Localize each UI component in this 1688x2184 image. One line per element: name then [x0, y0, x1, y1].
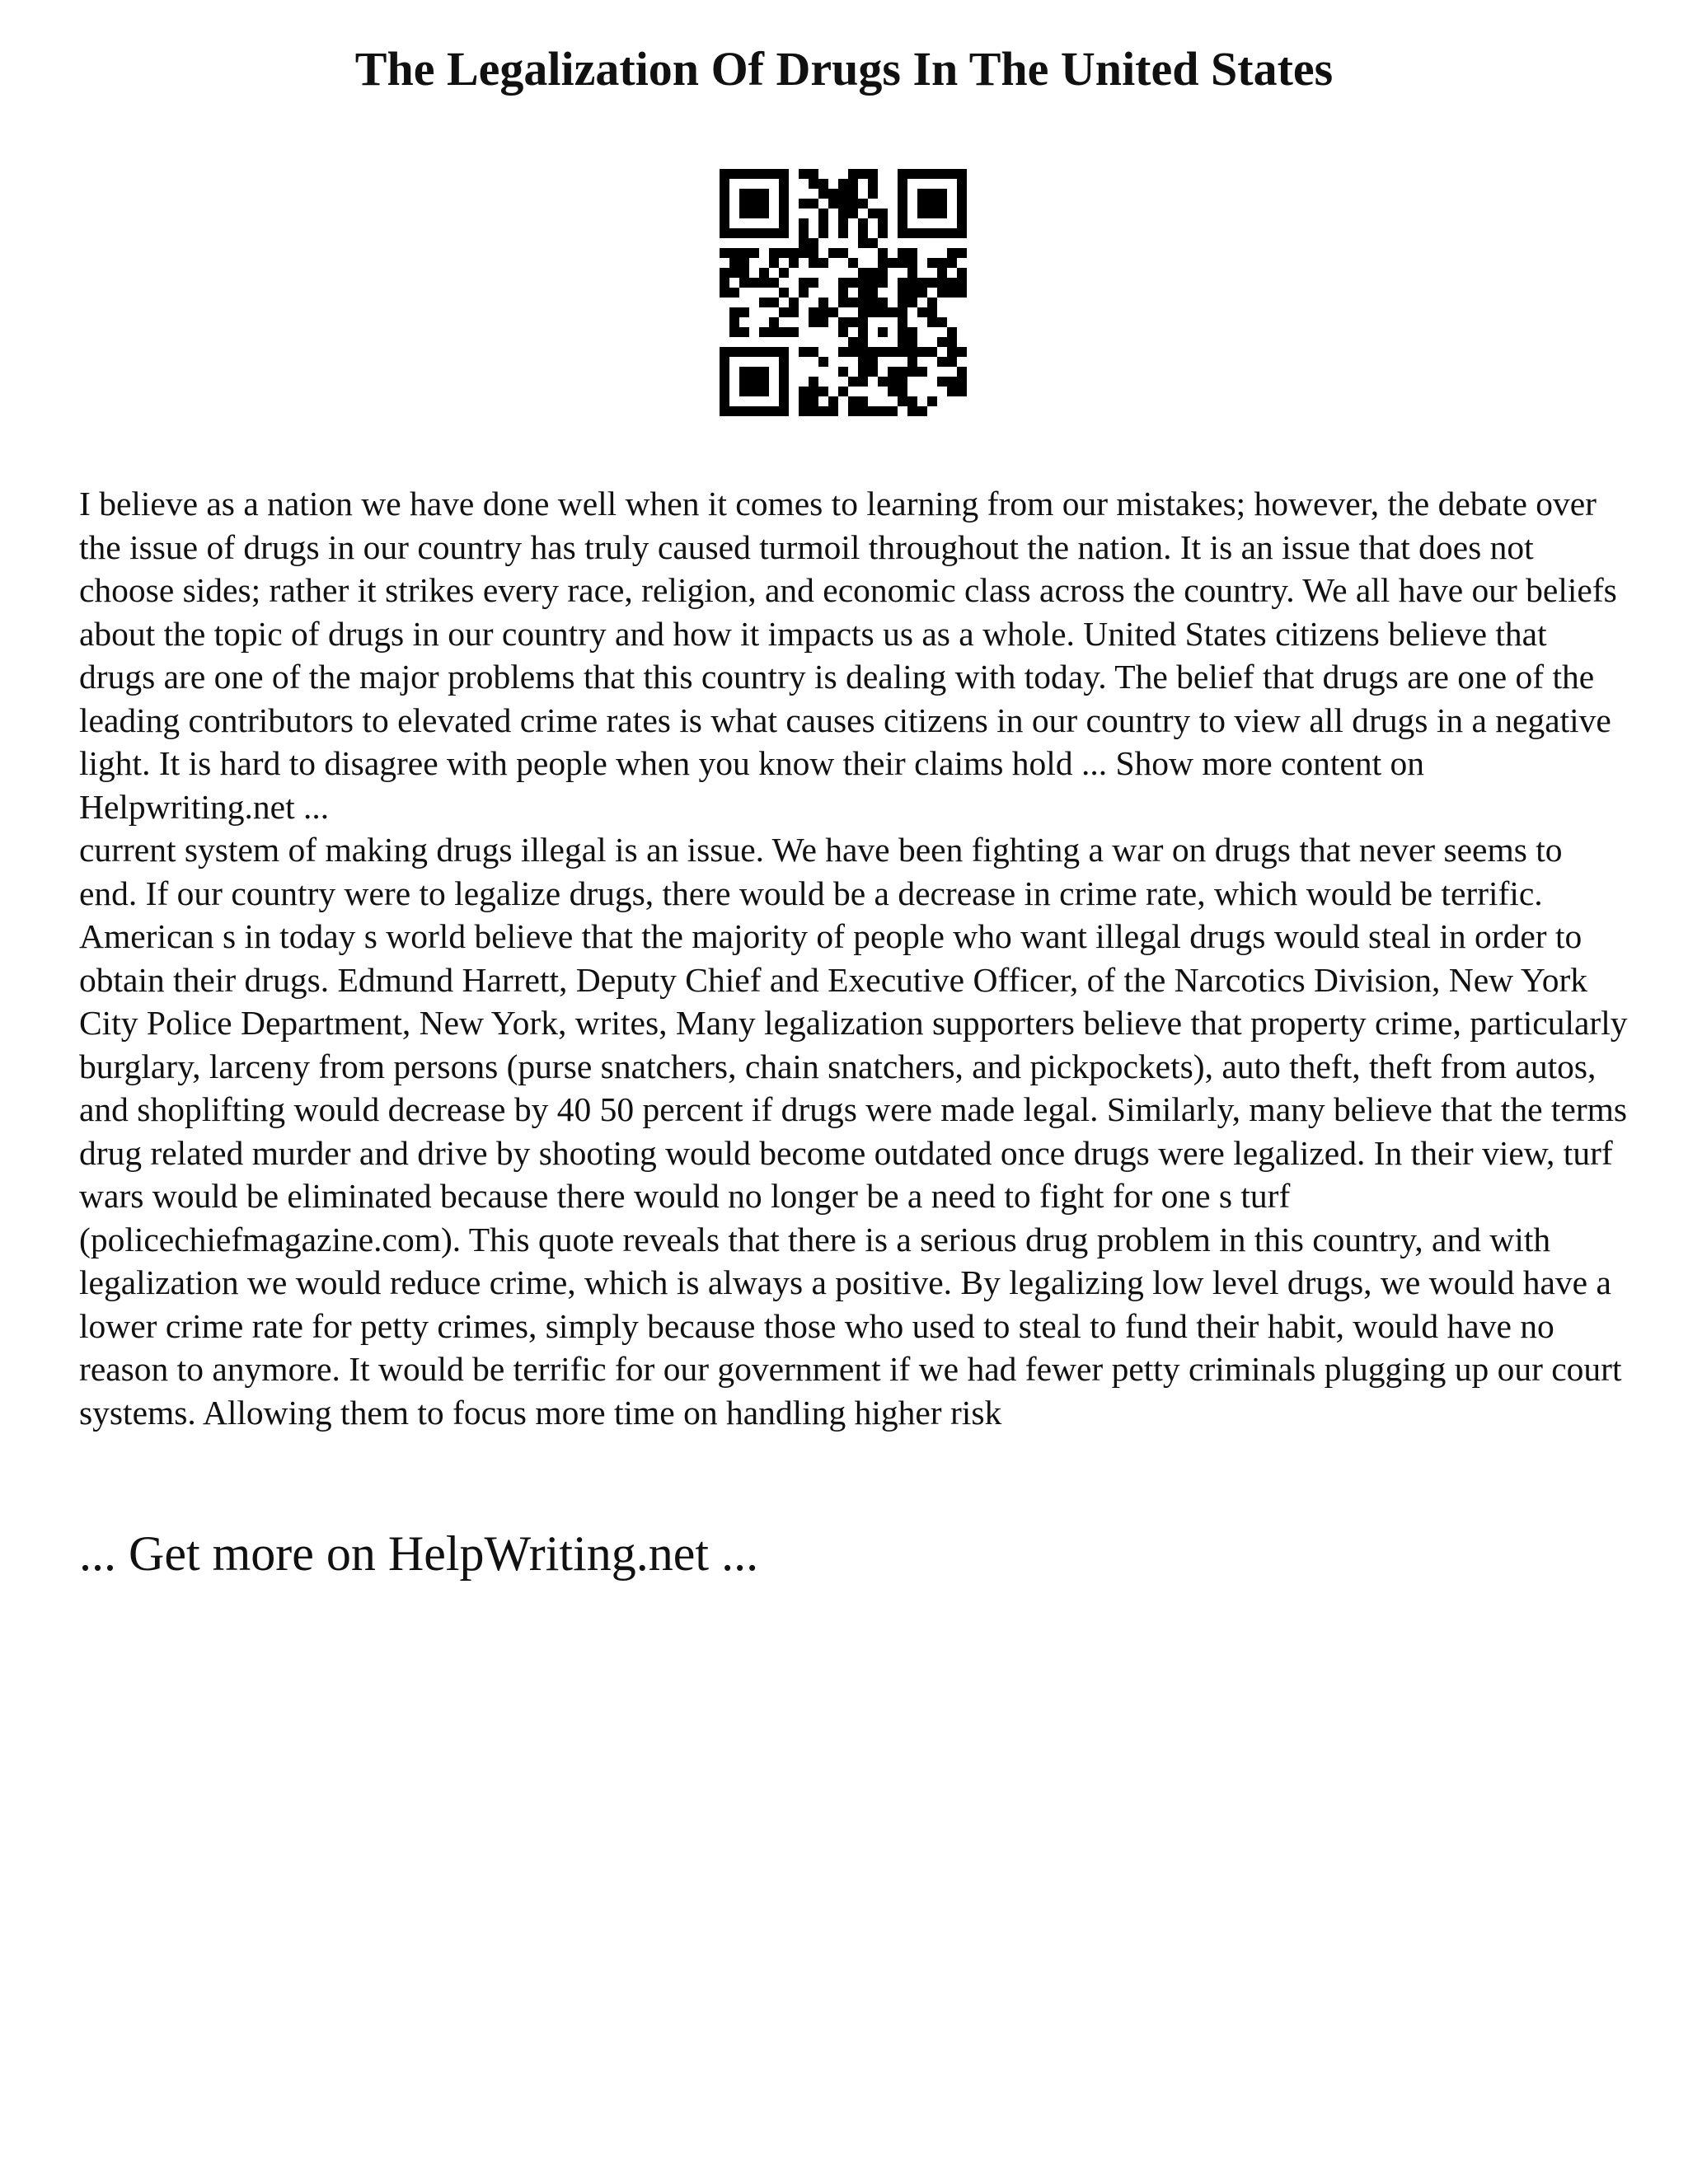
document-title: The Legalization Of Drugs In The United States [354, 42, 1334, 96]
essay-body [79, 482, 1629, 1434]
qr-code-graphic [720, 169, 967, 416]
paragraph-2: current system of making drugs illegal is an issue. We have been fighting a war on drugs that never seems to end. If our country were to legalize drugs, there would be a decrease in crime rate, which would be terrific. American s in today s world believe that the majority of people who want illegal drugs would steal in order to obtain their drugs. Edmund Harrett, Deputy Chief and Executive Officer, of the Narcotics Division, New York City Police Department, New York, writes, Many legalization supporters believe that property crime, particularly burglary, larceny from persons (purse snatchers, chain snatchers, and pickpockets), auto theft, theft from autos, and shoplifting would decrease by 40 50 percent if drugs were made legal. Similarly, many believe that the terms drug related murder and drive by shooting would become outdated once drugs were legalized. In their view, turf wars would be eliminated because there would no longer be a need to fight for one s turf (policechiefmagazine.com). This quote reveals that there is a serious drug problem in this country, and with legalization we would reduce crime, which is always a positive. By legalizing low level drugs, we would have a lower crime rate for petty crimes, simply because those who used to steal to fund their habit, would have no reason to anymore. It would be terrific for our government if we had fewer petty criminals plugging up our court systems. Allowing them to focus more time on handling higher risk [79, 831, 1628, 1432]
qr-code-icon[interactable] [720, 169, 967, 416]
get-more-link[interactable]: ... Get more on HelpWriting.net ... [79, 1526, 759, 1581]
paragraph-1: I believe as a nation we have done well when it comes to learning from our mistakes; however, the debate over the issue of drugs in our country has truly caused turmoil throughout the nation. It is an issue that does not choose sides; rather it strikes every race, religion, and economic class across the country. We all have our beliefs about the topic of drugs in our country and how it impacts us as a whole. United States citizens believe that drugs are one of the major problems that this country is dealing with today. The belief that drugs are one of the leading contributors to elevated crime rates is what causes citizens in our country to view all drugs in a negative light. It is hard to disagree with people when you know their claims hold ... Show more content on Helpwriting.net ... [79, 485, 1617, 826]
